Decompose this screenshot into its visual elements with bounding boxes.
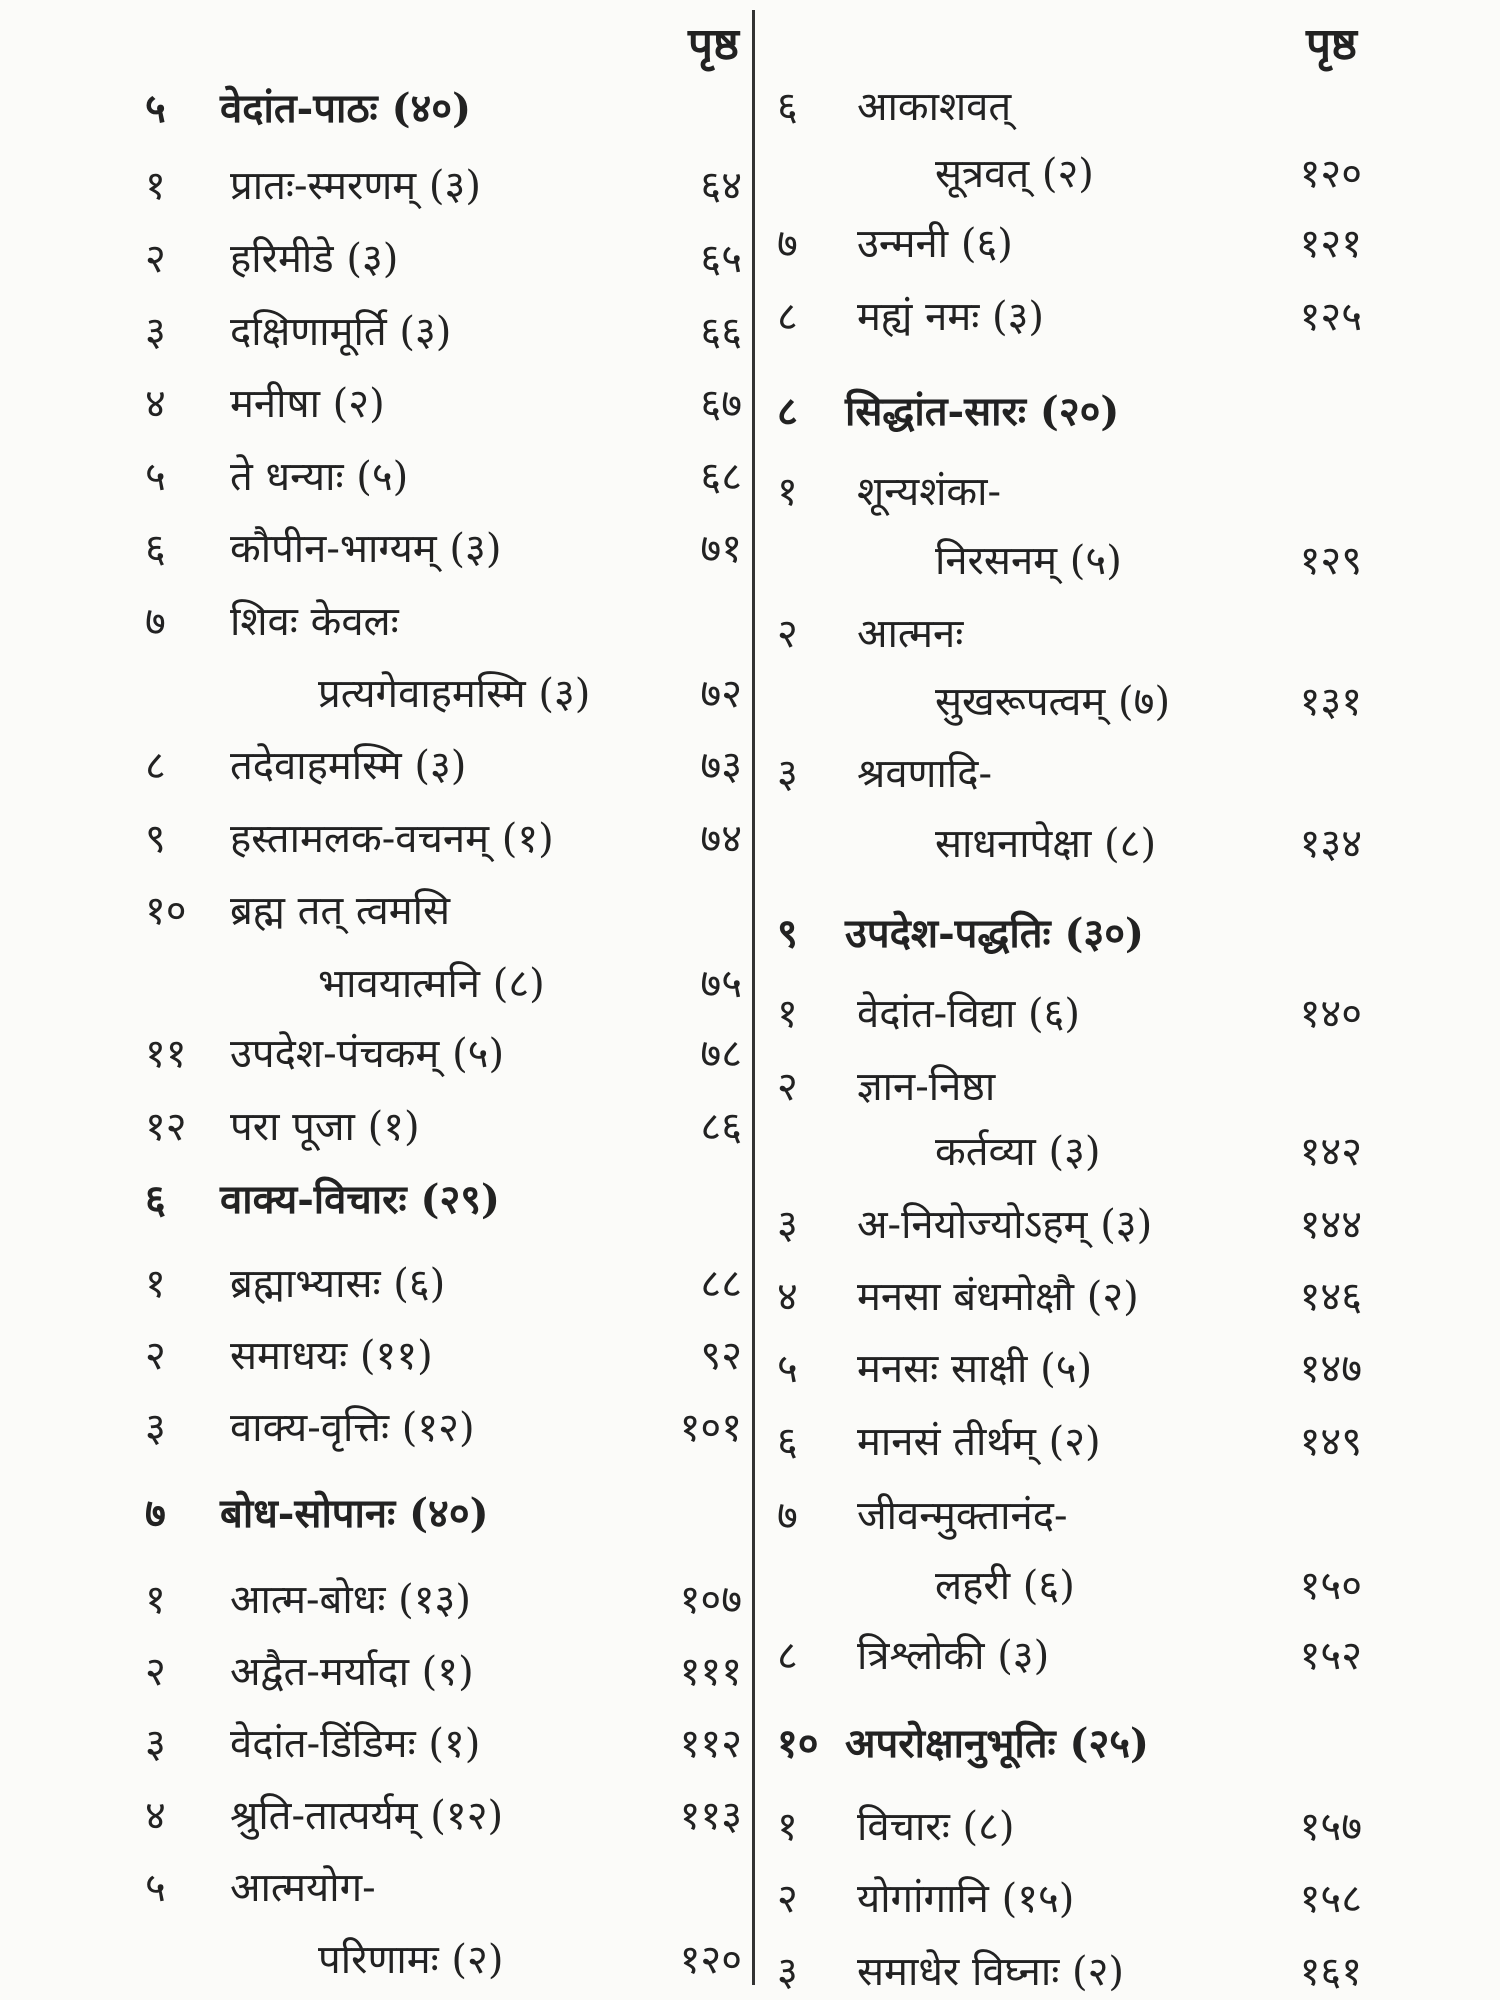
page-number: १४० <box>1299 991 1362 1037</box>
entry-title: वेदांत-पाठः (४०) <box>220 85 472 132</box>
page-number: १२० <box>1299 151 1362 197</box>
entry-title: अपरोक्षानुभूतिः (२५) <box>845 1720 1149 1767</box>
entry-title: वाक्य-विचारः (२९) <box>220 1176 500 1223</box>
entry-title: विचारः (८) <box>857 1804 1015 1850</box>
entry-number: ७ <box>777 221 798 267</box>
entry-number: ५ <box>145 1865 166 1911</box>
entry-number: ६ <box>145 1176 166 1223</box>
toc-entry <box>0 469 1500 518</box>
page-number: ६४ <box>700 163 742 209</box>
page-number: १२९ <box>1299 538 1362 584</box>
entry-number: ४ <box>777 1274 798 1320</box>
page-number: १५० <box>1299 1563 1362 1609</box>
entry-title: ते धन्याः (५) <box>230 454 409 500</box>
entry-title: वाक्य-वृत्तिः (१२) <box>230 1405 475 1451</box>
page-number: १२१ <box>1299 221 1362 267</box>
page-number: ७४ <box>700 816 742 862</box>
entry-title: मनीषा (२) <box>230 381 385 427</box>
page-number: १२५ <box>1299 294 1362 340</box>
entry-title: मनसा बंधमोक्षौ (२) <box>857 1274 1139 1320</box>
entry-title: निरसनम् (५) <box>935 538 1122 584</box>
entry-title: बोध-सोपानः (४०) <box>220 1490 489 1537</box>
page-number: १३१ <box>1299 679 1362 725</box>
entry-number: १२ <box>145 1104 187 1150</box>
toc-entry <box>0 221 1500 270</box>
page-number: ७३ <box>700 743 742 789</box>
entry-title: अ-नियोज्योऽहम् (३) <box>857 1202 1153 1248</box>
entry-title: प्रातः-स्मरणम् (३) <box>230 163 481 209</box>
toc-entry <box>0 151 1500 200</box>
entry-title: समाधेर विघ्नाः (२) <box>857 1949 1125 1995</box>
page-number: १५७ <box>1299 1804 1362 1850</box>
entry-title: ज्ञान-निष्ठा <box>857 1064 996 1110</box>
page-number: १०१ <box>679 1405 742 1451</box>
entry-number: १० <box>777 1720 819 1767</box>
entry-number: २ <box>145 1333 166 1379</box>
page-number: ६७ <box>700 381 742 427</box>
entry-number: ३ <box>777 1202 798 1248</box>
toc-entry <box>0 1876 1500 1925</box>
entry-number: २ <box>145 1649 166 1695</box>
toc-entry <box>0 1346 1500 1395</box>
toc-entry <box>0 1274 1500 1323</box>
page-number: १४९ <box>1299 1419 1362 1465</box>
entry-number: ३ <box>777 751 798 797</box>
page-column-label-right: पृष्ठ <box>1306 19 1357 70</box>
entry-number: २ <box>777 611 798 657</box>
toc-entry <box>0 1064 1500 1113</box>
entry-number: १ <box>777 469 798 515</box>
entry-title: भावयात्मनि (८) <box>318 961 545 1007</box>
entry-title: मह्यं नमः (३) <box>857 294 1045 340</box>
entry-number: १ <box>777 1804 798 1850</box>
toc-entry <box>0 1202 1500 1251</box>
page-number: १११ <box>679 1649 742 1695</box>
entry-title: ब्रह्म तत् त्वमसि <box>230 888 451 934</box>
entry-number: ३ <box>145 309 166 355</box>
entry-title: परा पूजा (१) <box>230 1104 420 1150</box>
entry-number: ८ <box>777 294 798 340</box>
toc-entry <box>0 1490 1500 1542</box>
toc-entry <box>0 1804 1500 1853</box>
page-number: १६१ <box>1299 1949 1362 1995</box>
toc-entry <box>0 1949 1500 1998</box>
entry-number: १ <box>145 1577 166 1623</box>
page-number: ८६ <box>700 1104 742 1150</box>
page-number: ६८ <box>700 454 742 500</box>
entry-title: मानसं तीर्थम् (२) <box>857 1419 1101 1465</box>
entry-title: शिवः केवलः <box>230 599 399 645</box>
entry-title: श्रवणादि- <box>857 751 992 797</box>
page-number: ११२ <box>679 1721 742 1767</box>
entry-title: सिद्धांत-सारः (२०) <box>845 388 1120 435</box>
entry-number: ६ <box>777 84 798 130</box>
page-number: १४७ <box>1299 1346 1362 1392</box>
section-heading <box>0 388 1500 438</box>
page-number: ११३ <box>679 1793 742 1839</box>
entry-title: वेदांत-डिंडिमः (१) <box>230 1721 481 1767</box>
entry-number: ८ <box>777 388 798 435</box>
toc-entry <box>0 751 1500 800</box>
toc-entry <box>0 1633 1500 1682</box>
page-number: १५८ <box>1299 1876 1362 1922</box>
entry-title: लहरी (६) <box>935 1563 1075 1609</box>
toc-entry <box>0 611 1500 660</box>
page-number: ६६ <box>700 309 742 355</box>
entry-title: हस्तामलक-वचनम् (१) <box>230 816 554 862</box>
entry-number: ७ <box>145 599 166 645</box>
entry-number: ९ <box>777 910 798 957</box>
page-number: १४६ <box>1299 1274 1362 1320</box>
entry-title: उपदेश-पद्धतिः (३०) <box>845 910 1144 957</box>
page-number: १३४ <box>1299 821 1362 867</box>
entry-title: आत्मनः <box>857 611 964 657</box>
entry-title: दक्षिणामूर्ति (३) <box>230 309 452 355</box>
entry-title: अद्वैत-मर्यादा (१) <box>230 1649 474 1695</box>
entry-title: उन्मनी (६) <box>857 221 1013 267</box>
entry-number: २ <box>145 236 166 282</box>
entry-number: ११ <box>145 1031 187 1077</box>
entry-title: श्रुति-तात्पर्यम् (१२) <box>230 1793 504 1839</box>
entry-title: योगांगानि (१५) <box>857 1876 1075 1922</box>
entry-title: कर्तव्या (३) <box>935 1129 1101 1175</box>
entry-title: आकाशवत् <box>857 84 1012 130</box>
entry-number: २ <box>777 1064 798 1110</box>
page-number: १२० <box>679 1937 742 1983</box>
entry-number: ६ <box>777 1419 798 1465</box>
entry-title: सूत्रवत् (२) <box>935 151 1094 197</box>
entry-number: १० <box>145 888 187 934</box>
toc-entry <box>0 294 1500 343</box>
entry-number: २ <box>777 1876 798 1922</box>
page-number: ८८ <box>700 1261 742 1307</box>
entry-number: ५ <box>145 454 166 500</box>
entry-title: प्रत्यगेवाहमस्मि (३) <box>318 671 591 717</box>
entry-title: मनसः साक्षी (५) <box>857 1346 1093 1392</box>
toc-entry <box>0 84 1500 133</box>
entry-number: ४ <box>145 381 166 427</box>
entry-title: आत्मयोग- <box>230 1865 376 1911</box>
entry-title: कौपीन-भाग्यम् (३) <box>230 526 502 572</box>
entry-number: १ <box>777 991 798 1037</box>
toc-entry <box>0 1563 1500 1612</box>
entry-number: ७ <box>145 1490 166 1537</box>
page-number: १०७ <box>679 1577 742 1623</box>
entry-title: त्रिश्लोकी (३) <box>857 1633 1050 1679</box>
toc-entry <box>0 821 1500 870</box>
entry-title: उपदेश-पंचकम् (५) <box>230 1031 505 1077</box>
page-number: १४२ <box>1299 1129 1362 1175</box>
entry-number: ५ <box>145 85 166 132</box>
page-column-label-left: पृष्ठ <box>688 19 739 70</box>
entry-number: ४ <box>145 1793 166 1839</box>
entry-number: १ <box>145 1261 166 1307</box>
entry-title: परिणामः (२) <box>318 1937 504 1983</box>
toc-entry <box>0 991 1500 1040</box>
section-heading <box>0 1720 1500 1770</box>
entry-number: ३ <box>145 1405 166 1451</box>
page-number: ७१ <box>700 526 742 572</box>
entry-title: समाधयः (११) <box>230 1333 433 1379</box>
entry-number: ३ <box>145 1721 166 1767</box>
toc-entry <box>0 679 1500 728</box>
entry-title: हरिमीडे (३) <box>230 236 399 282</box>
entry-title: ब्रह्माभ्यासः (६) <box>230 1261 446 1307</box>
entry-number: ७ <box>777 1493 798 1539</box>
entry-number: ६ <box>145 526 166 572</box>
page-number: १५२ <box>1299 1633 1362 1679</box>
entry-number: ५ <box>777 1346 798 1392</box>
entry-number: ३ <box>777 1949 798 1995</box>
toc-entry <box>0 538 1500 587</box>
page-number: ७५ <box>700 961 742 1007</box>
entry-number: ८ <box>777 1633 798 1679</box>
entry-title: शून्यशंका- <box>857 469 1001 515</box>
entry-title: साधनापेक्षा (८) <box>935 821 1157 867</box>
entry-number: ८ <box>145 743 166 789</box>
entry-title: तदेवाहमस्मि (३) <box>230 743 467 789</box>
entry-title: आत्म-बोधः (१३) <box>230 1577 471 1623</box>
page-number: ७२ <box>700 671 742 717</box>
entry-title: वेदांत-विद्या (६) <box>857 991 1081 1037</box>
entry-number: १ <box>145 163 166 209</box>
toc-entry <box>0 1419 1500 1468</box>
toc-entry <box>0 1129 1500 1178</box>
entry-title: जीवन्मुक्तानंद- <box>857 1493 1068 1539</box>
page-number: ९२ <box>700 1333 742 1379</box>
page-number: १४४ <box>1299 1202 1362 1248</box>
page-number: ७८ <box>700 1031 742 1077</box>
page-number: ६५ <box>700 236 742 282</box>
entry-title: सुखरूपत्वम् (७) <box>935 679 1171 725</box>
entry-number: ९ <box>145 816 166 862</box>
